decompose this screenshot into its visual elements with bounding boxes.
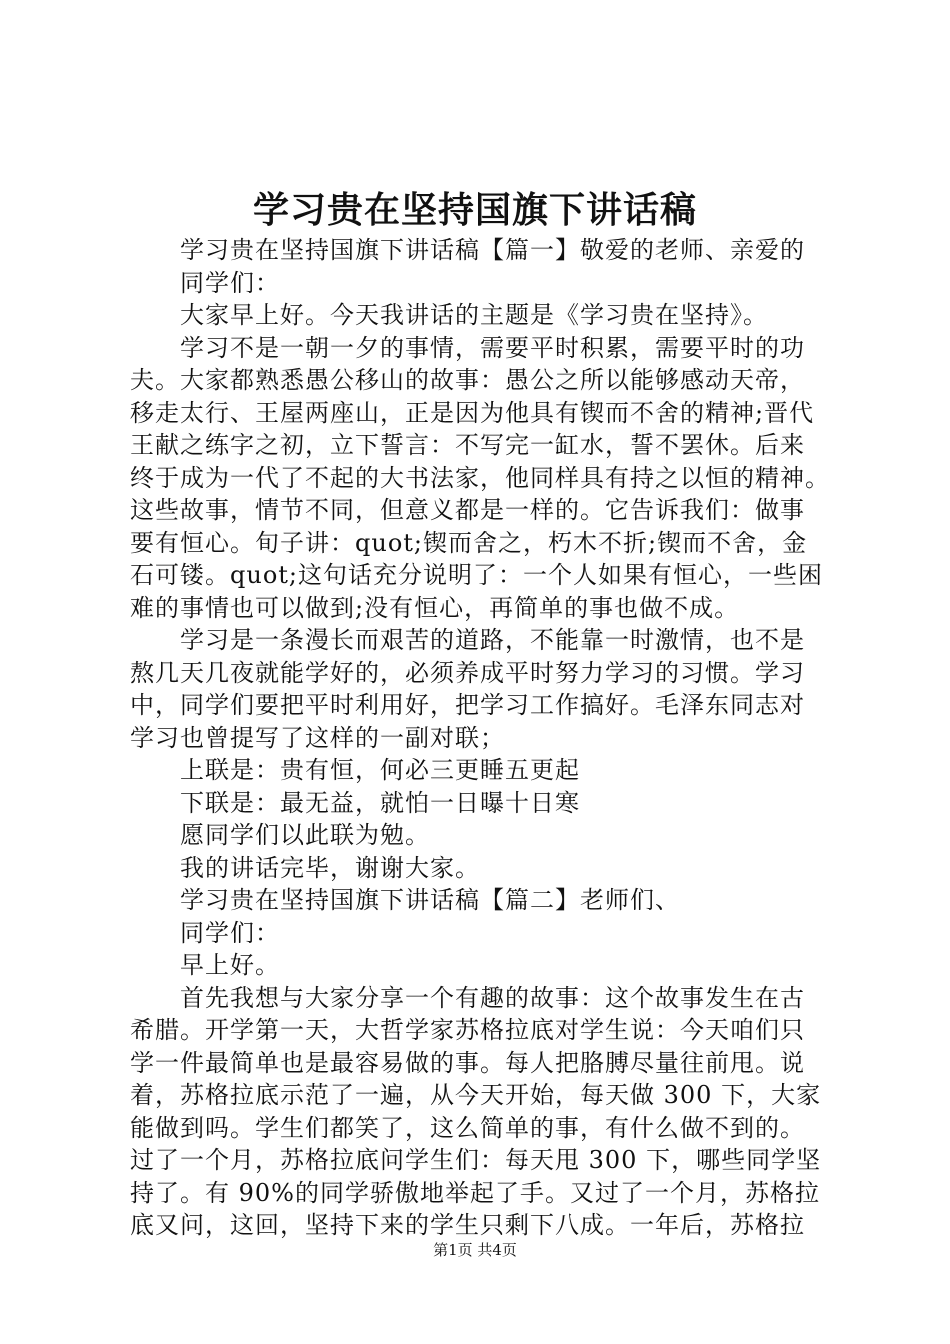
text-line: 移走太行、王屋两座山，正是因为他具有锲而不舍的精神;晋代 <box>130 398 815 427</box>
text-line: 夫。大家都熟悉愚公移山的故事：愚公之所以能够感动天帝， <box>130 366 805 394</box>
document-body <box>130 234 836 1242</box>
text-line: 过了一个月，苏格拉底问学生们：每天甩 300 下，哪些同学坚 <box>130 1146 822 1174</box>
text-line: 石可镂。quot;这句话充分说明了：一个人如果有恒心，一些困 <box>130 561 823 589</box>
text-line: 同学们： <box>180 268 280 297</box>
text-line: 熬几天几夜就能学好的，必须养成平时努力学习的习惯。学习 <box>130 658 805 687</box>
text-line: 早上好。 <box>180 951 280 979</box>
document-title: 学习贵在坚持国旗下讲话稿 <box>252 189 697 231</box>
text-line: 着，苏格拉底示范了一遍，从今天开始，每天做 300 下，大家 <box>130 1081 822 1109</box>
text-line: 学习也曾提写了这样的一副对联； <box>130 723 505 752</box>
text-line: 上联是：贵有恒，何必三更睡五更起 <box>180 756 580 784</box>
text-line: 学一件最简单也是最容易做的事。每人把胳膊尽量往前甩。说 <box>130 1048 805 1077</box>
text-line: 持了。有 90%的同学骄傲地举起了手。又过了一个月，苏格拉 <box>130 1178 820 1207</box>
text-line: 学习不是一朝一夕的事情，需要平时积累，需要平时的功 <box>180 333 805 362</box>
text-line: 学习贵在坚持国旗下讲话稿【篇二】老师们、 <box>180 886 680 914</box>
text-line: 我的讲话完毕，谢谢大家。 <box>180 853 480 882</box>
text-line: 同学们： <box>180 918 280 947</box>
text-line: 大家早上好。今天我讲话的主题是《学习贵在坚持》。 <box>180 301 768 329</box>
text-line: 中，同学们要把平时利用好，把学习工作搞好。毛泽东同志对 <box>130 691 805 719</box>
text-line: 首先我想与大家分享一个有趣的故事：这个故事发生在古 <box>180 983 805 1012</box>
text-line: 底又问，这回，坚持下来的学生只剩下八成。一年后，苏格拉 <box>130 1211 805 1239</box>
text-line: 下联是：最无益，就怕一日曝十日寒 <box>180 788 580 817</box>
text-line: 王献之练字之初，立下誓言：不写完一缸水，誓不罢休。后来 <box>130 431 805 459</box>
text-line: 希腊。开学第一天，大哲学家苏格拉底对学生说：今天咱们只 <box>130 1016 805 1044</box>
text-line: 这些故事，情节不同，但意义都是一样的。它告诉我们：做事 <box>130 496 805 524</box>
text-line: 学习贵在坚持国旗下讲话稿【篇一】敬爱的老师、亲爱的 <box>180 236 805 264</box>
text-line: 难的事情也可以做到;没有恒心，再简单的事也做不成。 <box>130 593 740 622</box>
text-line: 终于成为一代了不起的大书法家，他同样具有持之以恒的精神。 <box>130 463 830 492</box>
page-footer: 第1页 共4页 <box>433 1241 517 1259</box>
text-line: 愿同学们以此联为勉。 <box>180 821 430 849</box>
text-line: 能做到吗。学生们都笑了，这么简单的事，有什么做不到的。 <box>130 1113 805 1142</box>
text-line: 学习是一条漫长而艰苦的道路，不能靠一时激情，也不是 <box>180 626 805 654</box>
text-line: 要有恒心。旬子讲：quot;锲而舍之，朽木不折;锲而不舍，金 <box>130 528 808 557</box>
